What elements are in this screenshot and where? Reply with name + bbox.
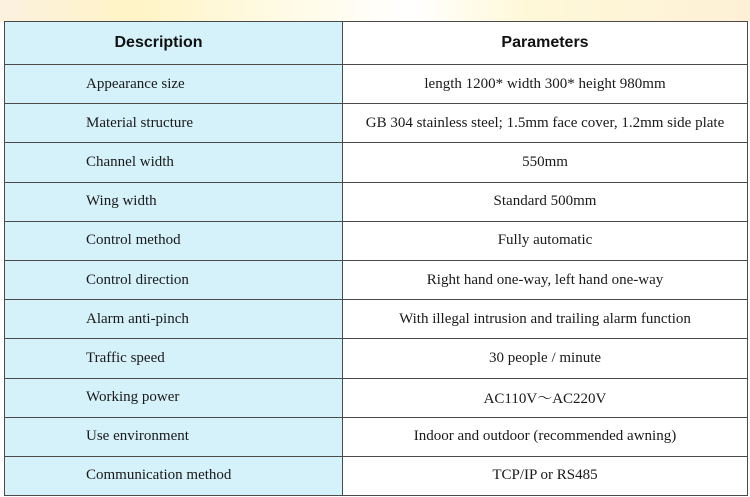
- row-label: Material structure: [5, 104, 343, 143]
- row-label: Alarm anti-pinch: [5, 300, 343, 339]
- row-value: Indoor and outdoor (recommended awning): [343, 417, 748, 456]
- row-label: Traffic speed: [5, 339, 343, 378]
- row-value: length 1200* width 300* height 980mm: [343, 65, 748, 104]
- row-label: Wing width: [5, 182, 343, 221]
- row-value: 550mm: [343, 143, 748, 182]
- row-value: Right hand one-way, left hand one-way: [343, 260, 748, 299]
- spec-table: [4, 21, 748, 496]
- table-header-row: [5, 22, 748, 65]
- table-row: [5, 260, 748, 299]
- table-row: [5, 456, 748, 495]
- row-value: TCP/IP or RS485: [343, 456, 748, 495]
- row-label: Use environment: [5, 417, 343, 456]
- top-decorative-band: [0, 0, 750, 22]
- row-label: Channel width: [5, 143, 343, 182]
- parameters-header: Parameters: [343, 22, 748, 65]
- row-value: Fully automatic: [343, 221, 748, 260]
- row-label: Communication method: [5, 456, 343, 495]
- description-header: Description: [5, 22, 343, 65]
- table-row: [5, 221, 748, 260]
- row-value: GB 304 stainless steel; 1.5mm face cover, 1.2mm side plate: [343, 104, 748, 143]
- row-label: Appearance size: [5, 65, 343, 104]
- table-row: [5, 143, 748, 182]
- row-label: Control direction: [5, 260, 343, 299]
- row-label: Control method: [5, 221, 343, 260]
- row-value: Standard 500mm: [343, 182, 748, 221]
- table-row: [5, 339, 748, 378]
- table-row: [5, 378, 748, 417]
- table-row: [5, 417, 748, 456]
- row-value: AC110V〜AC220V: [343, 378, 748, 417]
- row-value: With illegal intrusion and trailing alarm function: [343, 300, 748, 339]
- table-row: [5, 65, 748, 104]
- table-row: [5, 104, 748, 143]
- table-row: [5, 182, 748, 221]
- row-label: Working power: [5, 378, 343, 417]
- table-row: [5, 300, 748, 339]
- row-value: 30 people / minute: [343, 339, 748, 378]
